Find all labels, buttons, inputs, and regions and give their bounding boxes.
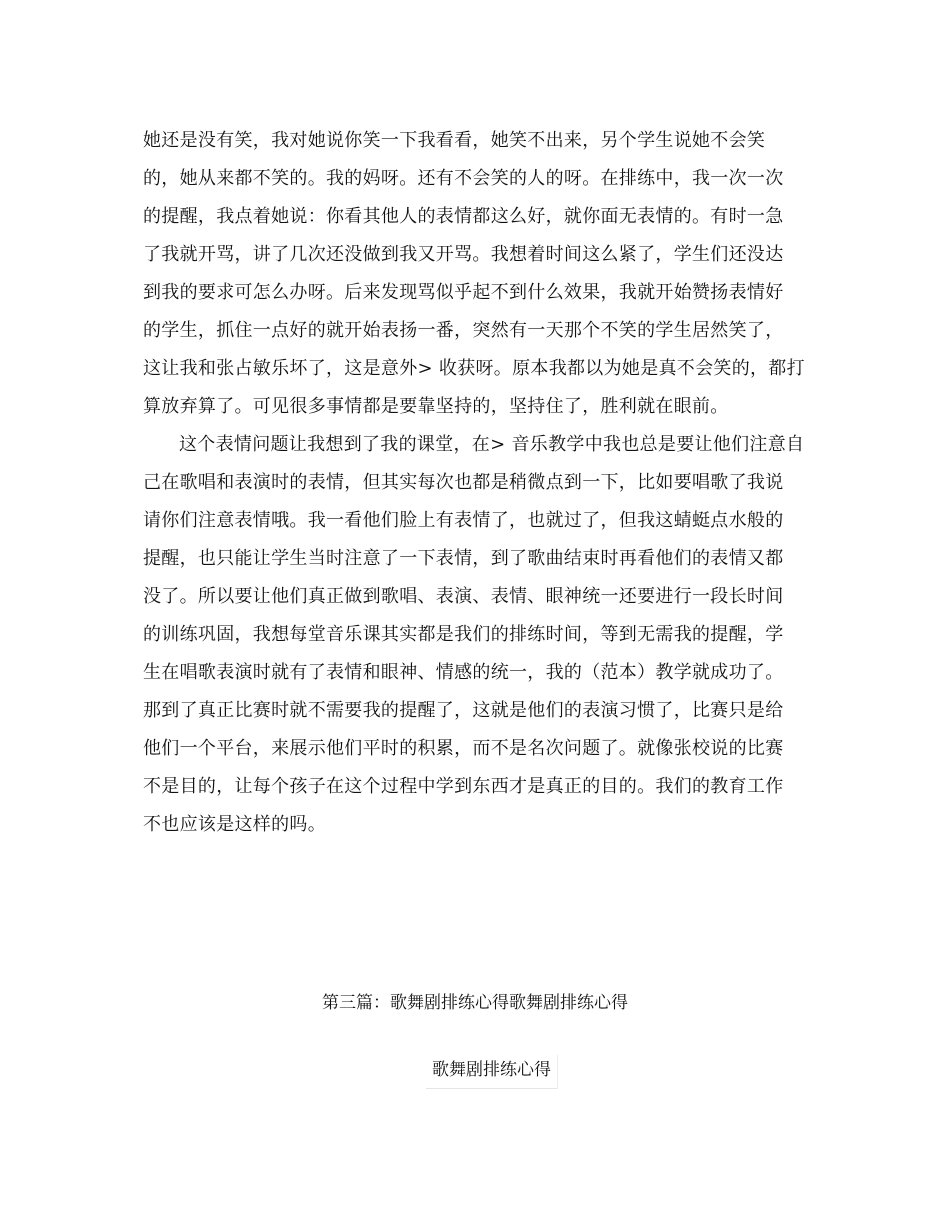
paragraph-1-line: 算放弃算了。可见很多事情都是要靠坚持的，坚持住了，胜利就在眼前。 [143,396,729,417]
paragraph-2-line: 那到了真正比赛时就不需要我的提醒了，这就是他们的表演习惯了，比赛只是给 [143,700,784,721]
paragraph-2-line: 的训练巩固，我想每堂音乐课其实都是我们的排练时间，等到无需我的提醒，学 [143,624,784,645]
paragraph-2-line: 没了。所以要让他们真正做到歌唱、表演、表情、眼神统一还要进行一段长时间 [143,586,784,607]
paragraph-2-line: 这个表情问题让我想到了我的课堂，在> 音乐教学中我也总是要让他们注意自 [179,434,805,455]
paragraph-2-line: 请你们注意表情哦。我一看他们脸上有表情了，也就过了，但我这蜻蜓点水般的 [143,510,784,531]
paragraph-1-line: 这让我和张占敏乐坏了，这是意外> 收获呀。原本我都以为她是真不会笑的，都打 [143,358,805,379]
paragraph-2-line: 不也应该是这样的吗。 [143,814,326,835]
paragraph-2-line: 提醒，也只能让学生当时注意了一下表情，到了歌曲结束时再看他们的表情又都 [143,548,784,569]
paragraph-1-line: 她还是没有笑，我对她说你笑一下我看看，她笑不出来，另个学生说她不会笑 [143,130,766,151]
paragraph-2-line: 生在唱歌表演时就有了表情和眼神、情感的统一，我的（范本）教学就成功了。 [143,662,784,683]
paragraph-1-line: 的，她从来都不笑的。我的妈呀。还有不会笑的人的呀。在排练中，我一次一次 [143,168,784,189]
paragraph-1-line: 的提醒，我点着她说：你看其他人的表情都这么好，就你面无表情的。有时一急 [143,206,784,227]
subtitle: 歌舞剧排练心得 [426,1055,558,1089]
paragraph-1-line: 到我的要求可怎么办呀。后来发现骂似乎起不到什么效果，我就开始赞扬表情好 [143,282,784,303]
paragraph-2-line: 己在歌唱和表演时的表情，但其实每次也都是稍微点到一下，比如要唱歌了我说 [143,472,784,493]
body-text [143,122,811,844]
paragraph-2-line: 不是目的，让每个孩子在这个过程中学到东西才是真正的目的。我们的教育工作 [143,776,784,797]
paragraph-2-line: 他们一个平台，来展示他们平时的积累，而不是名次问题了。就像张校说的比赛 [143,738,784,759]
section-title: 第三篇：歌舞剧排练心得歌舞剧排练心得 [322,993,628,1013]
paragraph-1-line: 了我就开骂，讲了几次还没做到我又开骂。我想着时间这么紧了，学生们还没达 [143,244,784,265]
paragraph-1-line: 的学生，抓住一点好的就开始表扬一番，突然有一天那个不笑的学生居然笑了， [143,320,784,341]
